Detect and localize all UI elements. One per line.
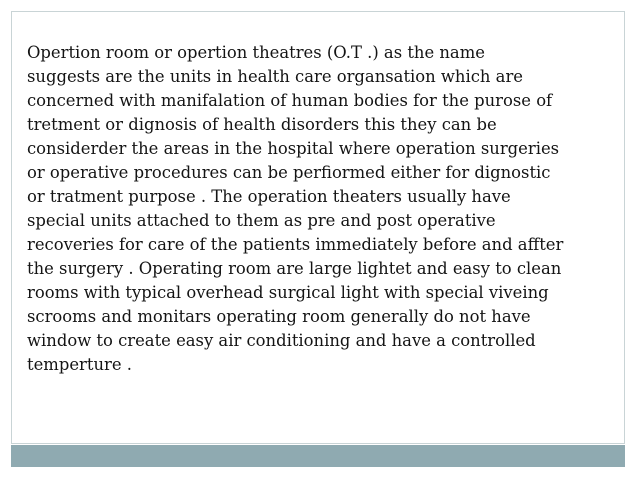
paragraph-line: suggests are the units in health care organsation which are	[27, 67, 523, 86]
body-paragraph	[27, 41, 627, 377]
paragraph-line: recoveries for care of the patients immediately before and affter	[27, 235, 564, 254]
paragraph-line: considerder the areas in the hospital where operation surgeries	[27, 139, 560, 158]
paragraph-line: rooms with typical overhead surgical light with special viveing	[27, 283, 549, 302]
paragraph-line: temperture .	[27, 355, 132, 374]
paragraph-line: concerned with manifalation of human bodies for the purose of	[27, 91, 553, 110]
paragraph-line: window to create easy air conditioning and have a controlled	[27, 331, 536, 350]
paragraph-line: Opertion room or opertion theatres (O.T .) as the name	[27, 43, 485, 62]
paragraph-line: the surgery . Operating room are large lightet and easy to clean	[27, 259, 562, 278]
paragraph-line: or tratment purpose . The operation theaters usually have	[27, 187, 511, 206]
footer-bar	[11, 445, 625, 467]
paragraph-line: special units attached to them as pre and post operative	[27, 211, 496, 230]
paragraph-line: or operative procedures can be perfiormed either for dignostic	[27, 163, 551, 182]
paragraph-line: scrooms and monitars operating room generally do not have	[27, 307, 531, 326]
paragraph-line: tretment or dignosis of health disorders this they can be	[27, 115, 497, 134]
